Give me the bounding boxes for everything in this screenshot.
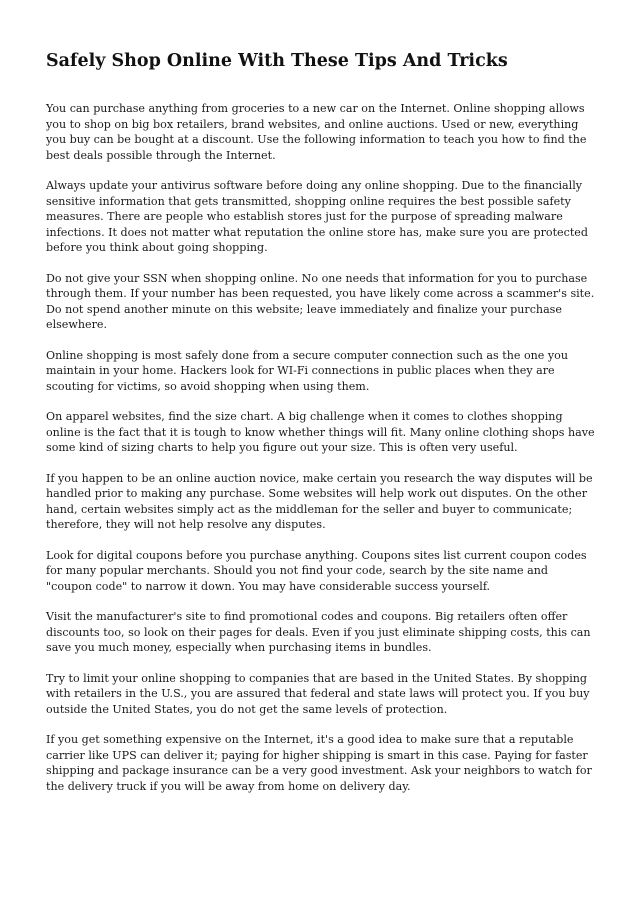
- paragraph-digital-coupons: Look for digital coupons before you purchase anything. Coupons sites list current coupon codes for many popular merchants. Should you not find your code, search by the site name and "coupon code" to narrow it down. You may have considerable success yourself.: [46, 548, 587, 593]
- paragraph-expensive-shipping: If you get something expensive on the Internet, it's a good idea to make sure that a reputable carrier like UPS can deliver it; paying for higher shipping is smart in this case. Paying for faster shipping and package insurance can be a very good investment. Ask your neighbors to watch for the delivery truck if you will be away from home on delivery day.: [46, 733, 592, 793]
- document-title: Safely Shop Online With These Tips And Tricks: [46, 51, 508, 71]
- paragraph-ssn: Do not give your SSN when shopping online. No one needs that information for you to purchase through them. If your number has been requested, you have likely come across a scammer's site. Do not spend another minute on this website; leave immediately and finalize your purchase elsewhere.: [46, 271, 595, 331]
- paragraph-secure-connection: Online shopping is most safely done from a secure computer connection such as the one you maintain in your home. Hackers look for WI-Fi connections in public places when they are scouting for victims, so avoid shopping when using them.: [46, 348, 568, 393]
- document-body: [46, 101, 596, 809]
- paragraph-size-chart: On apparel websites, find the size chart. A big challenge when it comes to clothes shopping online is the fact that it is tough to know whether things will fit. Many online clothing shops have some kind of sizing charts to help you figure out your size. This is often very useful.: [46, 410, 595, 454]
- paragraph-auction-disputes: If you happen to be an online auction novice, make certain you research the way disputes will be handled prior to making any purchase. Some websites will help work out disputes. On the other hand, certain websites simply act as the middleman for the seller and buyer to communicate; therefore, they will not help resolve any disputes.: [46, 471, 593, 531]
- paragraph-antivirus-intro: You can purchase anything from groceries to a new car on the Internet. Online shopping allows you to shop on big box retailers, brand websites, and online auctions. Used or new, everything you buy can be bought at a discount. Use the following information to teach you how to find the best deals possible through the Internet.: [46, 102, 587, 162]
- paragraph-us-companies: Try to limit your online shopping to companies that are based in the United States. By shopping with retailers in the U.S., you are assured that federal and state laws will protect you. If you buy outside the United States, you do not get the same levels of protection.: [46, 671, 590, 716]
- paragraph-antivirus: Always update your antivirus software before doing any online shopping. Due to the financially sensitive information that gets transmitted, shopping online requires the best possible safety measures. There are people who establish stores just for the purpose of spreading malware infections. It does not matter what reputation the online store has, make sure you are protected before you think about going shopping.: [46, 179, 588, 254]
- paragraph-manufacturer-codes: Visit the manufacturer's site to find promotional codes and coupons. Big retailers often offer discounts too, so look on their pages for deals. Even if you just eliminate shipping costs, this can save you much money, especially when purchasing items in bundles.: [46, 610, 591, 654]
